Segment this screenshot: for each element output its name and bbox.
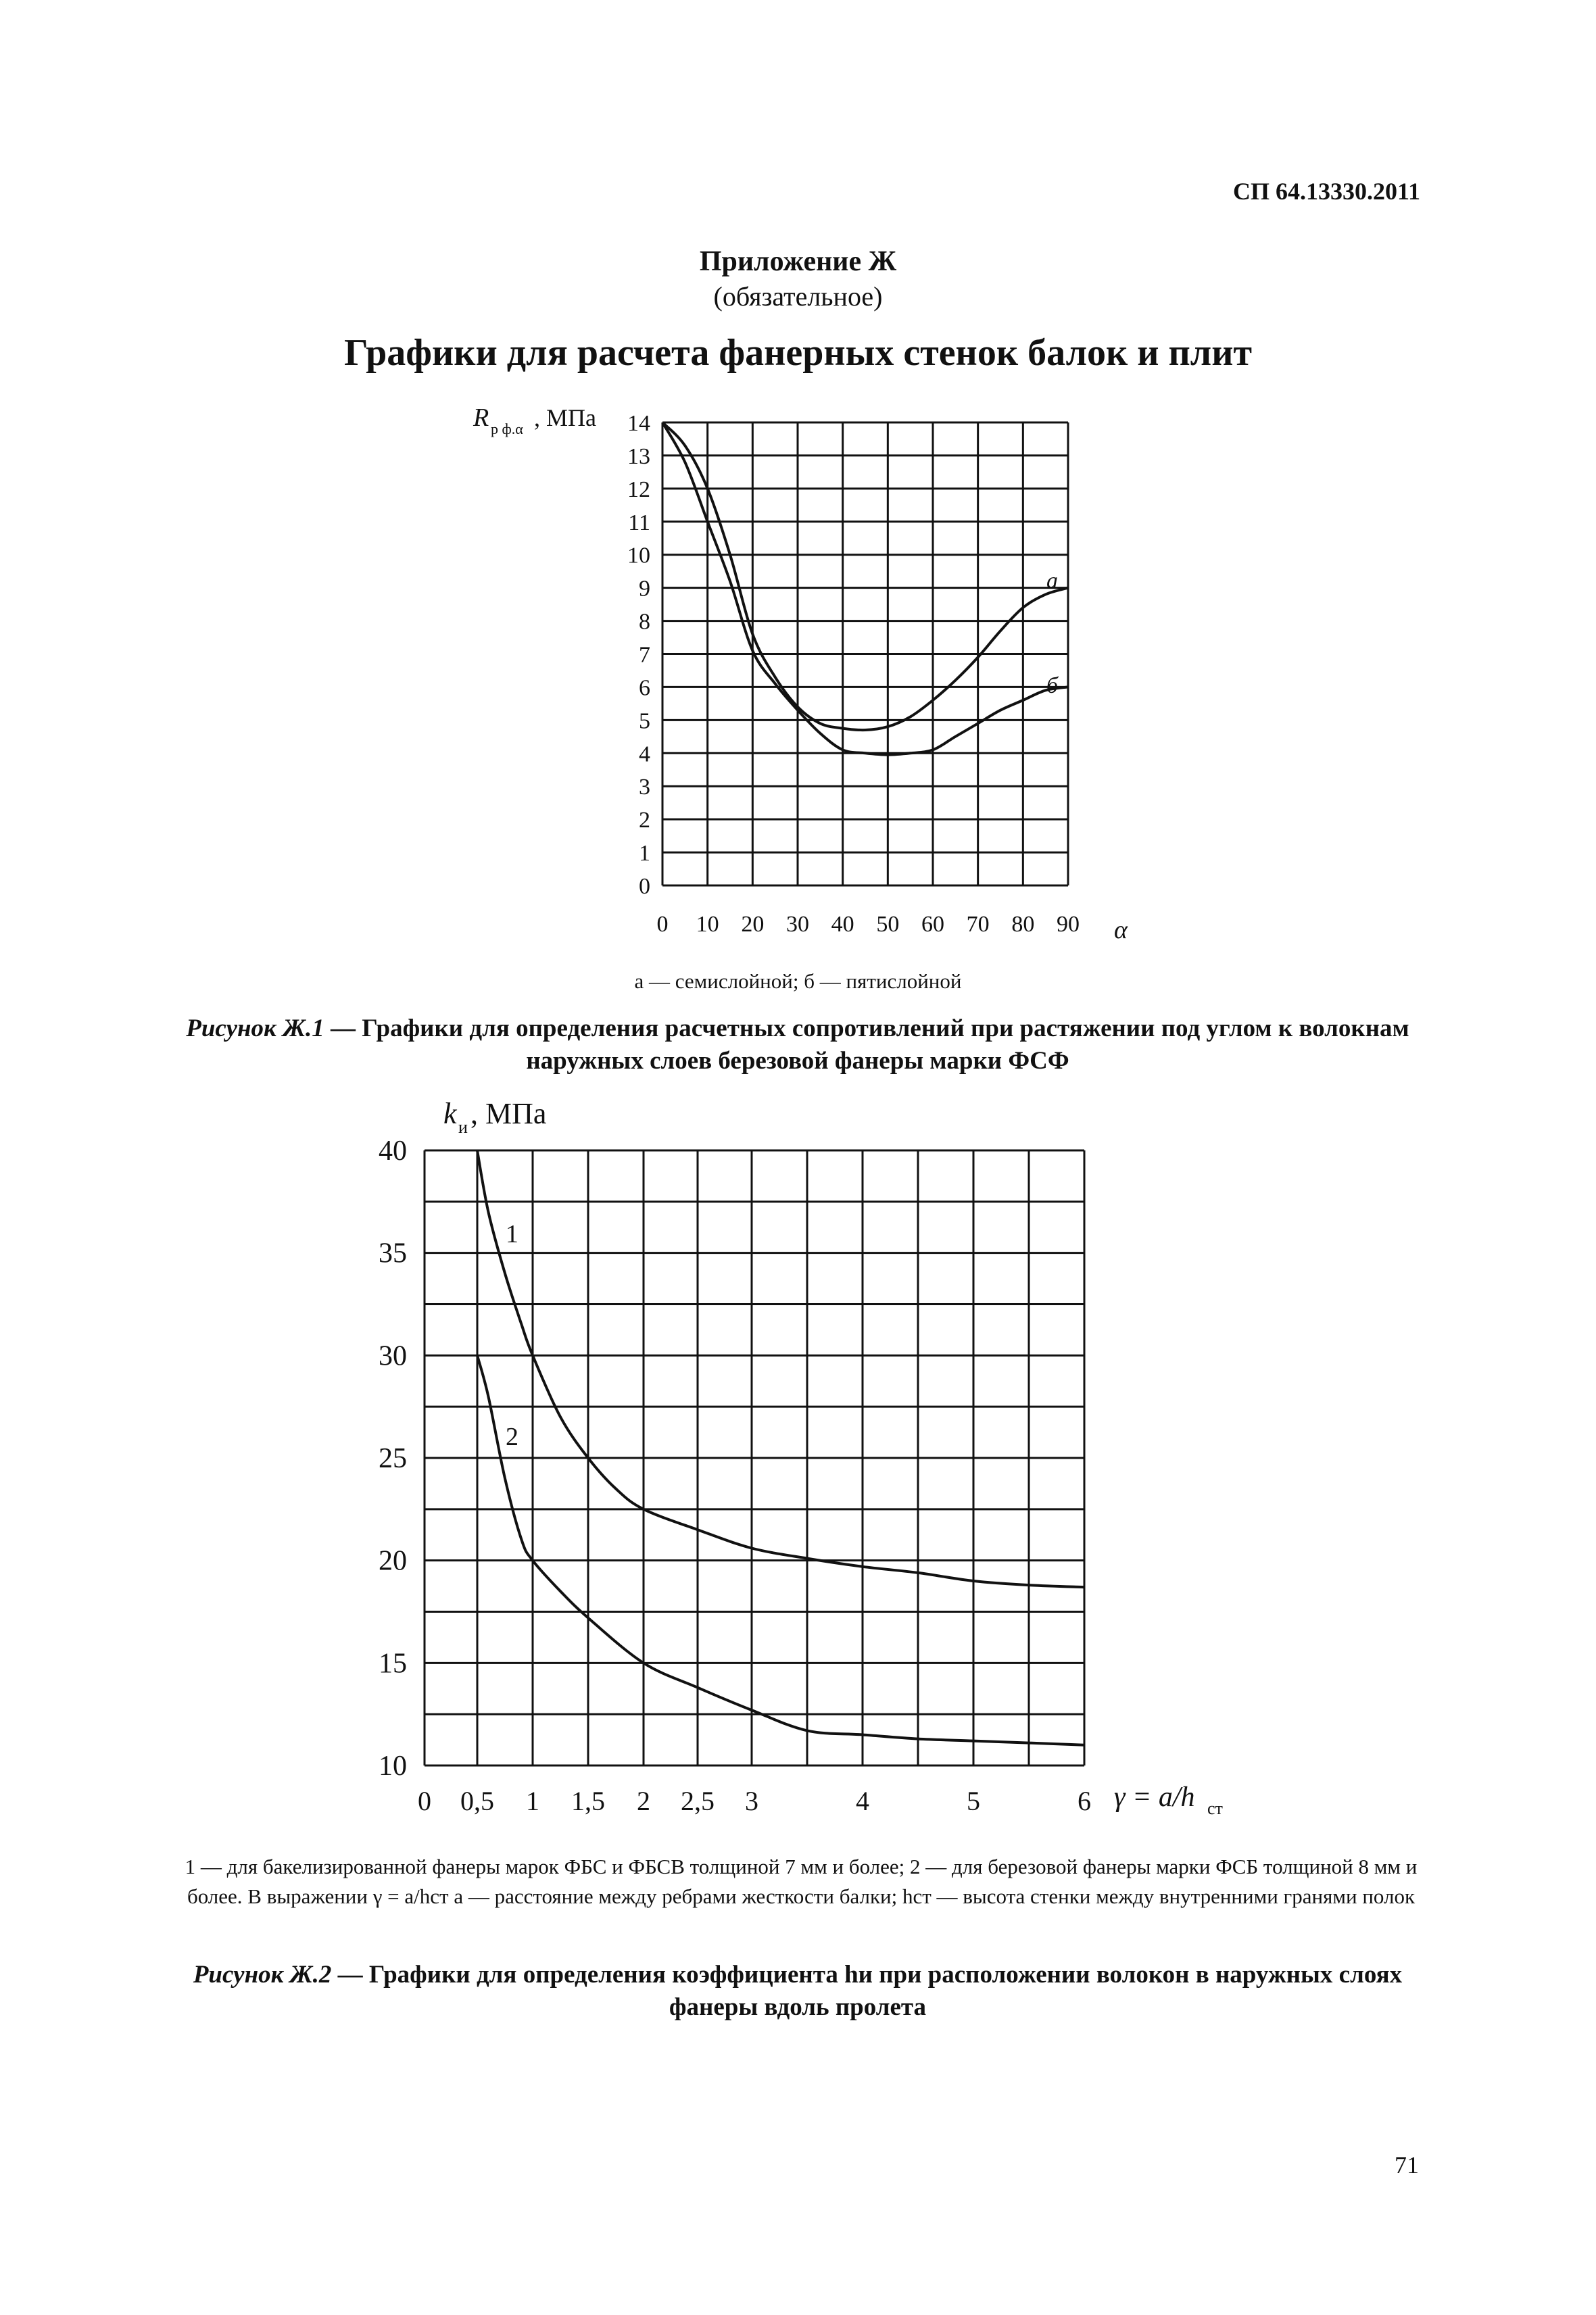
y-tick-label: 35 [379,1238,407,1269]
y-tick-label: 4 [639,741,650,767]
x-tick-label: 6 [1078,1786,1091,1816]
x-tick-label: 20 [741,912,765,937]
figure2-note: 1 — для бакелизированной фанеры марок ФБС и ФБСВ толщиной 7 мм и более; 2 — для березовой фанеры марки ФСБ толщиной 8 мм и более. В выражении γ = a/hст a — расстояние между ребрами жесткости балки; hст — высота стенки между внутренними гранями полок [185,1855,1418,1908]
x-tick-label: 80 [1011,912,1035,937]
x-tick-label: 90 [1057,912,1080,937]
x-tick-label: 0 [656,912,669,937]
figure1-xlabel: α [1114,916,1128,944]
y-tick-label: 5 [639,708,650,734]
x-tick-label: 30 [786,912,809,937]
y-tick-label: 8 [639,609,650,635]
x-tick-label: 60 [921,912,944,937]
y-tick-label: 15 [379,1648,407,1680]
figure2-ylabel-sub: и [458,1117,468,1137]
appendix-title: Приложение Ж [699,246,897,277]
figure1-ylabel: R [473,404,489,432]
x-tick-label: 10 [696,912,719,937]
appendix-subtitle: (обязательное) [713,281,883,312]
x-tick-label: 40 [831,912,854,937]
curve-label-a: а [1046,568,1058,593]
y-tick-label: 10 [379,1751,407,1782]
curve-label-2: 2 [506,1423,518,1451]
y-tick-label: 13 [627,443,650,469]
figure2-ylabel: k [443,1097,457,1130]
y-tick-label: 25 [379,1443,407,1474]
figure2-xlabel: γ = a/h [1114,1782,1195,1813]
y-tick-label: 2 [639,808,650,833]
curve-label-b: б [1046,673,1059,698]
figure2-caption [162,1959,1433,2024]
series-line-1 [477,1150,1084,1587]
figure2-xlabel-sub: ст [1207,1799,1223,1818]
figure1-ylabel-unit: , МПа [534,404,596,431]
figure2-caption-text: — Графики для определения коэффициента hи при расположении волокон в наружных слоях фанеры вдоль пролета [331,1961,1403,2021]
y-tick-label: 11 [628,510,650,535]
figure2-caption-prefix: Рисунок Ж.2 [193,1961,332,1989]
figure1-caption-text: — Графики для определения расчетных сопротивлений при растяжении под углом к волокнам наружных слоев березовой фанеры марки ФСФ [324,1015,1409,1075]
y-tick-label: 20 [379,1545,407,1577]
y-tick-label: 9 [639,576,650,602]
x-tick-label: 0,5 [460,1786,494,1816]
figure1-legend-note: а — семислойной; б — пятислойной [634,969,962,993]
y-tick-label: 30 [379,1340,407,1372]
y-tick-label: 6 [639,675,650,701]
x-tick-label: 0 [418,1786,431,1816]
curve-label-1: 1 [506,1220,518,1248]
figure1-caption-prefix: Рисунок Ж.1 [186,1015,324,1042]
x-tick-label: 1,5 [571,1786,605,1816]
page-title: Графики для расчета фанерных стенок балок и плит [344,332,1252,374]
y-tick-label: 1 [639,841,650,867]
y-tick-label: 3 [639,775,650,800]
x-tick-label: 2,5 [681,1786,715,1816]
x-tick-label: 50 [876,912,900,937]
series-line-2 [477,1355,1084,1745]
document-code: СП 64.13330.2011 [1232,178,1420,205]
y-tick-label: 0 [639,874,650,899]
x-tick-label: 3 [745,1786,758,1816]
x-tick-label: 70 [966,912,990,937]
y-tick-label: 10 [627,543,650,568]
x-tick-label: 1 [526,1786,539,1816]
y-tick-label: 40 [379,1136,407,1167]
page-number: 71 [1395,2151,1419,2178]
figure1-ylabel-sub: р ф.α [491,420,523,437]
x-tick-label: 5 [967,1786,980,1816]
y-tick-label: 14 [627,411,650,436]
x-tick-label: 4 [856,1786,869,1816]
x-tick-label: 2 [637,1786,650,1816]
y-tick-label: 12 [627,477,650,502]
figure2-ylabel-unit: , МПа [470,1097,547,1130]
y-tick-label: 7 [639,642,650,668]
